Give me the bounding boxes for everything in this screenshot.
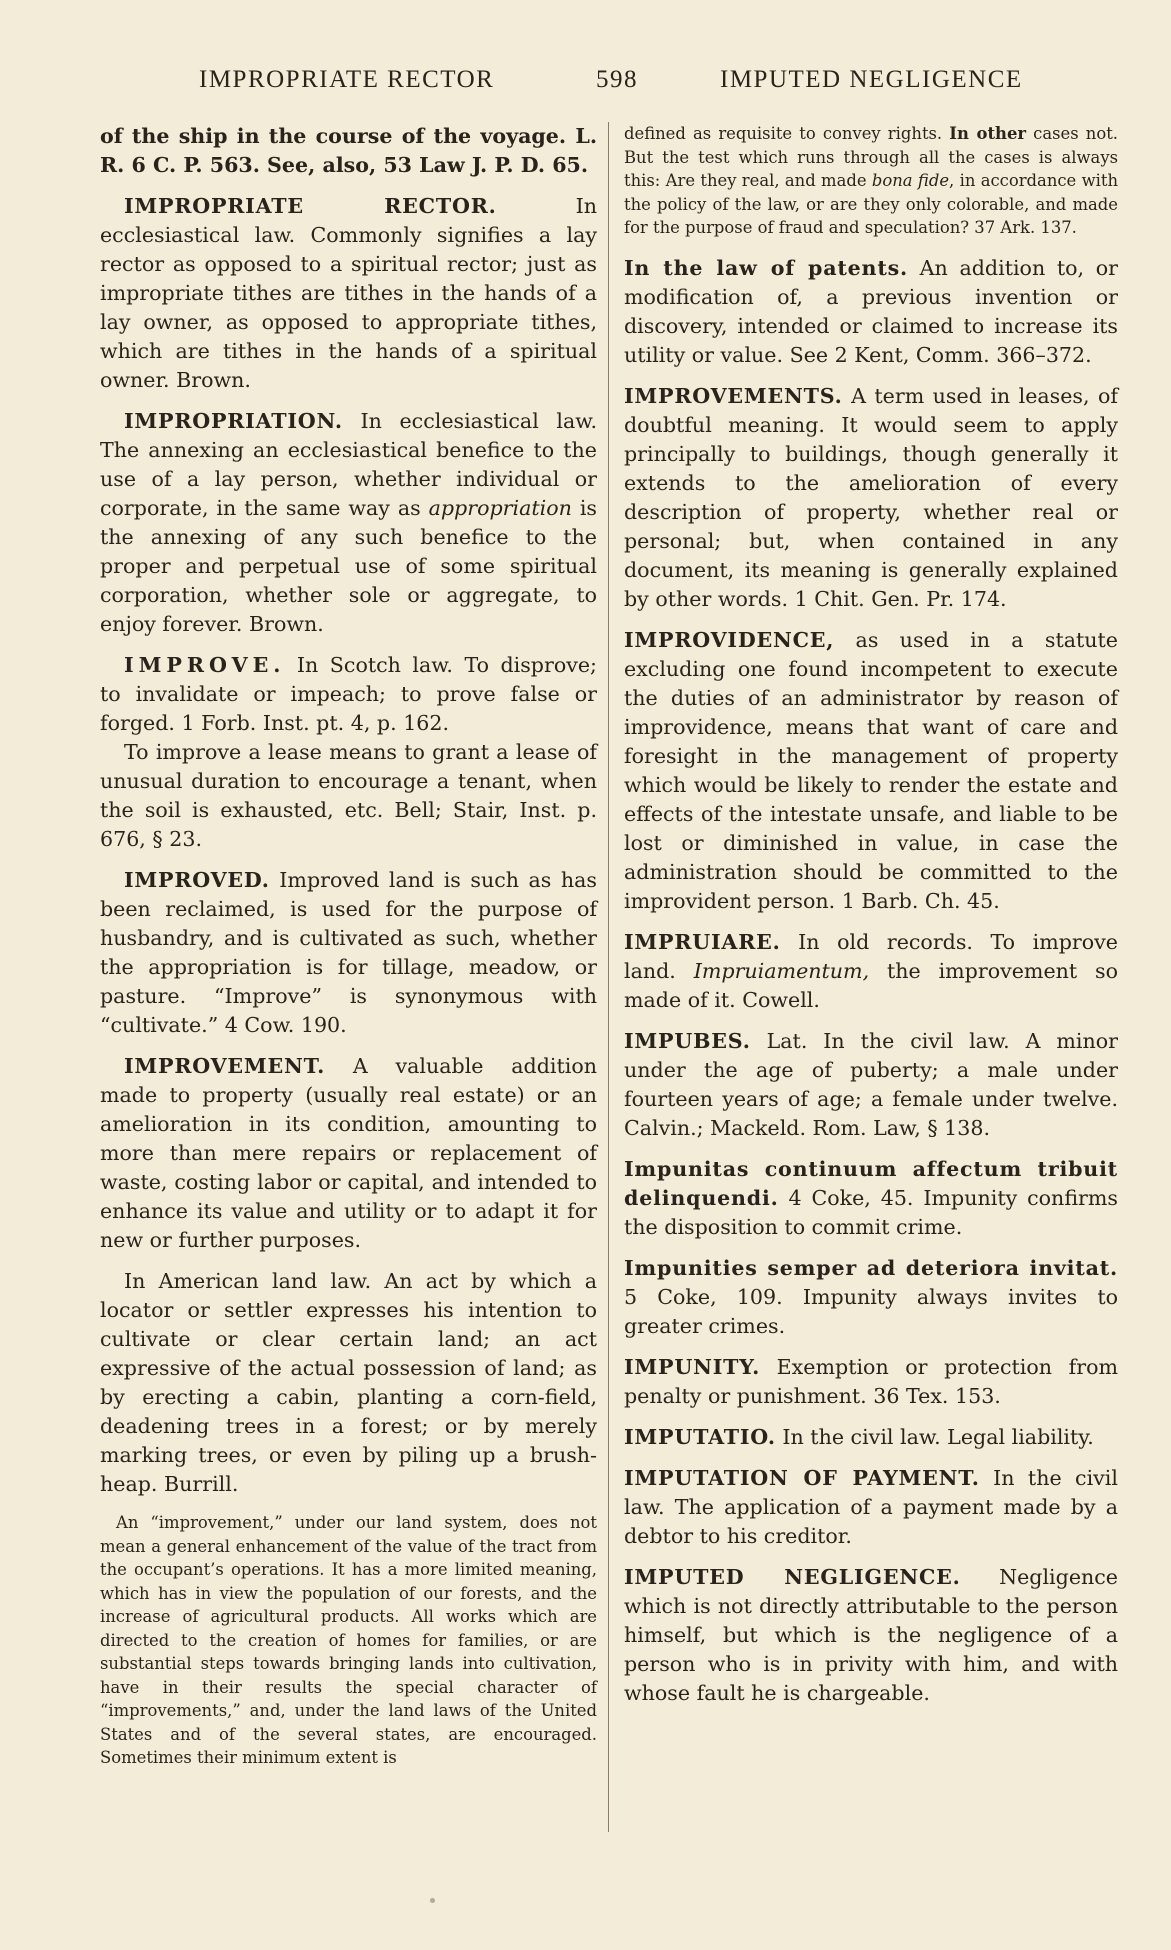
italic-term: appropriation <box>428 496 572 520</box>
entry-imputation-of-payment <box>624 1464 1118 1551</box>
headword: IMPUBES. <box>624 1028 751 1053</box>
headword: IMPROVEMENTS. <box>624 383 843 408</box>
entry-body: Lat. In the civil law. A minor under the age of puberty; a male under fourteen years of age; a female under twelve. Calvin.; Mackeld. Rom. Law, § 138. <box>624 1028 1118 1140</box>
entry-body: In Scotch law. To disprove; to invalidate or impeach; to prove false or forged. 1 Forb. Inst. pt. 4, p. 162. <box>100 653 597 735</box>
headword: IMPROPRIATION. <box>124 409 343 433</box>
running-head <box>0 66 1171 100</box>
entry-impropriate-rector <box>100 192 597 395</box>
maxim: Impunities semper ad deteriora invitat. <box>624 1255 1118 1280</box>
entry-improvements <box>624 382 1118 614</box>
entry-body: In ecclesiastical law. The annexing an ecclesiastical benefice to the use of a lay person, whether individual or corporate, in the same way as <box>100 409 597 520</box>
entry-body: In old records. To improve land. <box>624 929 1118 983</box>
headword: IMPROVE. <box>124 653 286 677</box>
entry-body: is the annexing of any such benefice to the proper and perpetual use of some spiritual corporation, whether sole or aggregate, to enjoy forever. Brown. <box>100 496 597 636</box>
entry-body: 5 Coke, 109. Impunity always invites to greater crimes. <box>624 1284 1118 1338</box>
entry-body: Improved land is such as has been reclaimed, is used for the purpose of husbandry, and is cultivated as such, whether the appropriation is for tillage, meadow, or pasture. “Improve” is synonymous with “cultivate.” 4 Cow. 190. <box>100 868 597 1037</box>
headword: IMPROVEMENT. <box>124 1054 326 1078</box>
column-divider <box>608 122 609 1832</box>
entry-body: In the civil law. The application of a payment made by a debtor to his creditor. <box>624 1465 1118 1548</box>
running-head-right: IMPUTED NEGLIGENCE <box>720 66 1023 93</box>
entry-body: In the civil law. Legal liability. <box>775 1424 1094 1449</box>
note-italic: bona fide <box>871 171 950 190</box>
running-head-left: IMPROPRIATE RECTOR <box>199 66 495 93</box>
headword: IMPROVED. <box>124 868 270 892</box>
entry-patents <box>624 254 1118 370</box>
entry-impunity <box>624 1353 1118 1411</box>
entry-improve-para: To improve a lease means to grant a lease of unusual duration to encourage a tenant, when the soil is exhausted, etc. Bell; Stair, Inst. p. 676, § 23. <box>100 740 597 851</box>
entry-improvidence <box>624 626 1118 916</box>
entry-body: A term used in leases, of doubtful meaning. It would seem to apply principally to buildings, though generally it extends to the amelioration of every description of property, whether real or personal; but, when contained in any document, its meaning is generally explained by other words. 1 Chit. Gen. Pr. 174. <box>624 383 1118 611</box>
entry-impunities <box>624 1254 1118 1341</box>
entry-impropriation <box>100 407 597 639</box>
entry-body: 4 Coke, 45. Impunity confirms the disposition to commit crime. <box>624 1185 1118 1239</box>
entry-impruiare <box>624 928 1118 1015</box>
note-text: cases not. But the test which runs through all the cases is always this: Are they real, and made <box>624 124 1118 190</box>
entry-body: Exemption or protection from penalty or punishment. 36 Tex. 153. <box>624 1354 1118 1408</box>
note-bold: In other <box>949 124 1027 143</box>
continued-text: of the ship in the course of the voyage. L. R. 6 C. P. 563. See, also, 53 Law J. P. D. 65. <box>100 124 597 177</box>
headword: IMPUNITY. <box>624 1354 761 1379</box>
lead-phrase: In the law of patents. <box>624 255 909 280</box>
headword: IMPROPRIATE RECTOR. <box>124 194 497 218</box>
headword: IMPUTATION OF PAYMENT. <box>624 1465 980 1490</box>
continued-note <box>624 122 1118 240</box>
entry-body: An addition to, or modification of, a previous invention or discovery, intended or claimed to increase its utility or value. See 2 Kent, Comm. 366–372. <box>624 255 1118 367</box>
headword: IMPUTED NEGLIGENCE. <box>624 1564 961 1589</box>
headword: IMPRUIARE. <box>624 929 781 954</box>
headword: IMPUTATIO. <box>624 1424 776 1449</box>
note-text: , in accordance with the policy of the law, or are they only colorable, and made for the purpose of fraud and speculation? 37 Ark. 137. <box>624 171 1119 237</box>
entry-improvement <box>100 1052 597 1255</box>
maxim: Impunitas continuum affectum tribuit delinquendi. <box>624 1156 1118 1210</box>
entry-body: In ecclesiastical law. Commonly signifies a lay rector as opposed to a spiritual rector; just as impropriate tithes are tithes in the hands of a lay owner, as opposed to appropriate tithes, which are tithes in the hands of a spiritual owner. Brown. <box>100 194 597 392</box>
right-column <box>624 122 1118 1720</box>
entry-impubes <box>624 1027 1118 1143</box>
entry-improve <box>100 651 597 738</box>
entry-imputed-negligence <box>624 1563 1118 1708</box>
entry-imputatio <box>624 1423 1118 1452</box>
note-text: defined as requisite to convey rights. <box>624 124 950 143</box>
paper-speck <box>430 1898 435 1903</box>
entry-impunitas <box>624 1155 1118 1242</box>
entry-improvement-note: An “improvement,” under our land system, does not mean a general enhancement of the value of the tract from the occupant’s operations. It has a more limited meaning, which has in view the population of our forests, and the increase of agricultural products. All works which are directed to the creation of homes for families, or are substantial steps towards bringing lands into cultivation, have in their results the special character of “improvements,” and, under the land laws of the United States and of the several states, are encouraged. Sometimes their minimum extent is <box>100 1513 597 1767</box>
entry-body: the improvement so made of it. Cowell. <box>624 958 1119 1012</box>
entry-body: Negligence which is not directly attributable to the person himself, but which is the negligence of a person who is in privity with him, and with whose fault he is chargeable. <box>624 1564 1118 1705</box>
entry-body: as used in a statute excluding one found incompetent to execute the duties of an administrator by reason of improvidence, means that want of care and foresight in the management of property which would be likely to render the estate and effects of the intestate unsafe, and liable to be lost or diminished in value, in case the administration should be committed to the improvident person. 1 Barb. Ch. 45. <box>624 627 1118 913</box>
page-number: 598 <box>596 66 638 93</box>
left-column <box>100 122 597 1784</box>
entry-improved <box>100 866 597 1040</box>
italic-term: Impruiamentum, <box>693 958 870 983</box>
entry-body: A valuable addition made to property (usually real estate) or an amelioration in its condition, amounting to more than mere repairs or replacement of waste, costing labor or capital, and intended to enhance its value and utility or to adapt it for new or further purposes. <box>100 1054 597 1252</box>
entry-improvement-para: In American land law. An act by which a locator or settler expresses his intention to cultivate or clear certain land; an act expressive of the actual possession of land; as by erecting a cabin, planting a corn-field, deadening trees in a forest; or by merely marking trees, or even by piling up a brush-heap. Burrill. <box>100 1269 597 1496</box>
headword: IMPROVIDENCE, <box>624 627 835 652</box>
